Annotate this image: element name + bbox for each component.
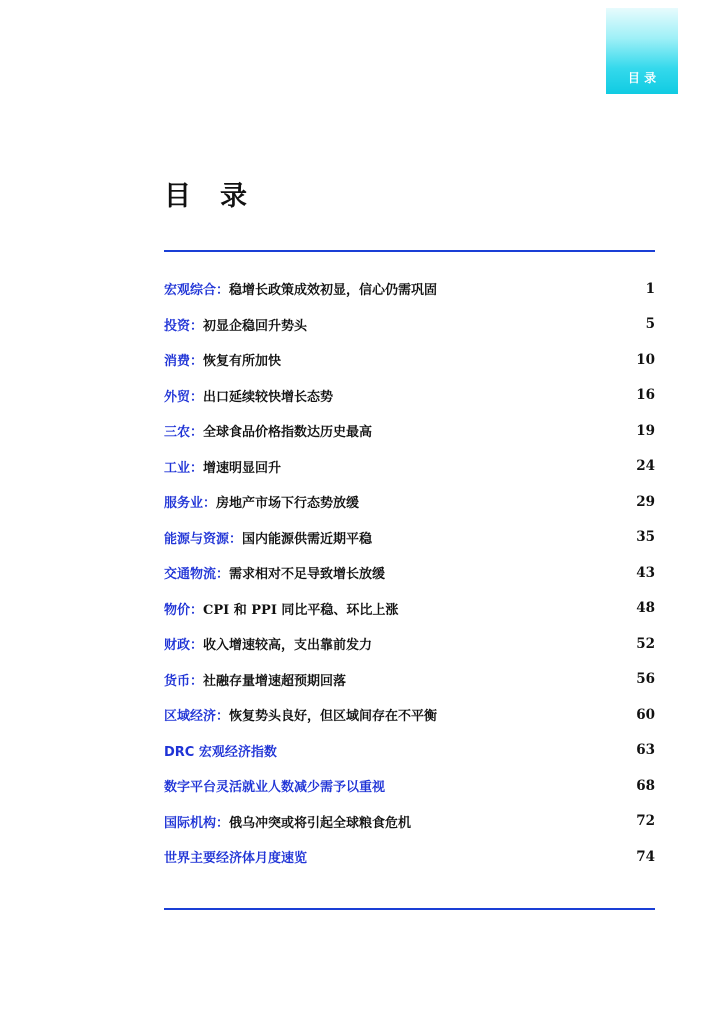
toc-section-name: 财政： <box>164 638 204 654</box>
toc-entry-title: 初显企稳回升势头 <box>203 318 308 334</box>
toc-entry-15[interactable] <box>164 768 655 804</box>
toc-entry-label <box>164 812 411 831</box>
toc-entry-16[interactable] <box>164 804 655 840</box>
toc-entry-label <box>164 776 385 795</box>
toc-entry-title: 出口延续较快增长态势 <box>203 389 334 405</box>
toc-entry-label <box>164 563 385 582</box>
toc-entry-title: 恢复势头良好，但区域间存在不平衡 <box>229 709 438 725</box>
toc-entry-title: 稳增长政策成效初显，信心仍需巩固 <box>229 283 438 299</box>
toc-entry-2[interactable] <box>164 307 655 343</box>
toc-section-name: 区域经济： <box>164 709 230 725</box>
toc-entry-3[interactable] <box>164 342 655 378</box>
toc-entry-title: CPI 和 PPI 同比平稳、环比上涨 <box>203 602 399 618</box>
toc-section-name: 宏观综合： <box>164 283 230 299</box>
top-divider <box>164 250 655 252</box>
toc-section-name: 三农： <box>164 425 204 441</box>
toc-entry-label <box>164 386 333 405</box>
toc-page-number: 68 <box>636 777 655 794</box>
toc-entry-11[interactable] <box>164 626 655 662</box>
table-of-contents <box>164 271 655 875</box>
toc-entry-label <box>164 528 372 547</box>
toc-entry-label <box>164 315 307 334</box>
chapter-tab-label: 目 录 <box>627 71 657 85</box>
bottom-divider <box>164 908 655 910</box>
chapter-tab <box>606 8 678 94</box>
toc-entry-12[interactable] <box>164 662 655 698</box>
toc-page-number: 72 <box>636 813 655 830</box>
toc-page-number: 24 <box>636 458 655 475</box>
toc-entry-1[interactable] <box>164 271 655 307</box>
toc-page-number: 56 <box>636 671 655 688</box>
toc-entry-label <box>164 279 437 298</box>
toc-section-name: 能源与资源： <box>164 531 243 547</box>
toc-section-name: 投资： <box>164 318 204 334</box>
toc-entry-title: 收入增速较高，支出靠前发力 <box>203 638 373 654</box>
toc-entry-label <box>164 634 372 653</box>
toc-entry-label <box>164 741 277 760</box>
toc-entry-13[interactable] <box>164 697 655 733</box>
toc-section-name: 服务业： <box>164 496 217 512</box>
toc-section-name: 物价： <box>164 602 204 618</box>
toc-page-number: 16 <box>636 387 655 404</box>
toc-page-number: 35 <box>636 529 655 546</box>
toc-section-name: 世界主要经济体月度速览 <box>164 851 308 867</box>
toc-page-number: 43 <box>636 564 655 581</box>
toc-entry-17[interactable] <box>164 839 655 875</box>
toc-entry-label <box>164 599 398 618</box>
toc-section-name: 国际机构： <box>164 815 230 831</box>
toc-entry-label <box>164 492 359 511</box>
toc-section-name: DRC 宏观经济指数 <box>164 744 277 760</box>
toc-entry-14[interactable] <box>164 733 655 769</box>
toc-section-name: 交通物流： <box>164 567 230 583</box>
toc-page-number: 63 <box>636 742 655 759</box>
toc-entry-title: 恢复有所加快 <box>203 354 282 370</box>
toc-entry-10[interactable] <box>164 591 655 627</box>
toc-entry-label <box>164 847 307 866</box>
toc-section-name: 外贸： <box>164 389 204 405</box>
toc-entry-5[interactable] <box>164 413 655 449</box>
toc-page-number: 60 <box>636 706 655 723</box>
toc-entry-title: 全球食品价格指数达历史最高 <box>203 425 373 441</box>
toc-entry-8[interactable] <box>164 520 655 556</box>
toc-section-name: 消费： <box>164 354 204 370</box>
toc-entry-label <box>164 421 372 440</box>
toc-entry-label <box>164 705 437 724</box>
toc-entry-6[interactable] <box>164 449 655 485</box>
toc-page-number: 19 <box>636 422 655 439</box>
toc-page-number: 29 <box>636 493 655 510</box>
page-title: 目 录 <box>164 181 248 212</box>
toc-entry-label <box>164 457 281 476</box>
toc-entry-title: 俄乌冲突或将引起全球粮食危机 <box>229 815 412 831</box>
toc-entry-9[interactable] <box>164 555 655 591</box>
toc-entry-7[interactable] <box>164 484 655 520</box>
toc-entry-label <box>164 670 346 689</box>
toc-entry-title: 国内能源供需近期平稳 <box>242 531 373 547</box>
toc-page-number: 10 <box>636 351 655 368</box>
toc-page-number: 74 <box>636 848 655 865</box>
toc-page-number: 52 <box>636 635 655 652</box>
toc-entry-title: 房地产市场下行态势放缓 <box>216 496 360 512</box>
toc-section-name: 数字平台灵活就业人数减少需予以重视 <box>164 780 386 796</box>
toc-entry-title: 需求相对不足导致增长放缓 <box>229 567 386 583</box>
toc-section-name: 货币： <box>164 673 204 689</box>
toc-page-number: 1 <box>645 280 655 297</box>
toc-entry-title: 社融存量增速超预期回落 <box>203 673 347 689</box>
toc-entry-4[interactable] <box>164 378 655 414</box>
toc-page-number: 48 <box>636 600 655 617</box>
toc-entry-title: 增速明显回升 <box>203 460 282 476</box>
toc-entry-label <box>164 350 281 369</box>
toc-page-number: 5 <box>645 316 655 333</box>
toc-section-name: 工业： <box>164 460 204 476</box>
